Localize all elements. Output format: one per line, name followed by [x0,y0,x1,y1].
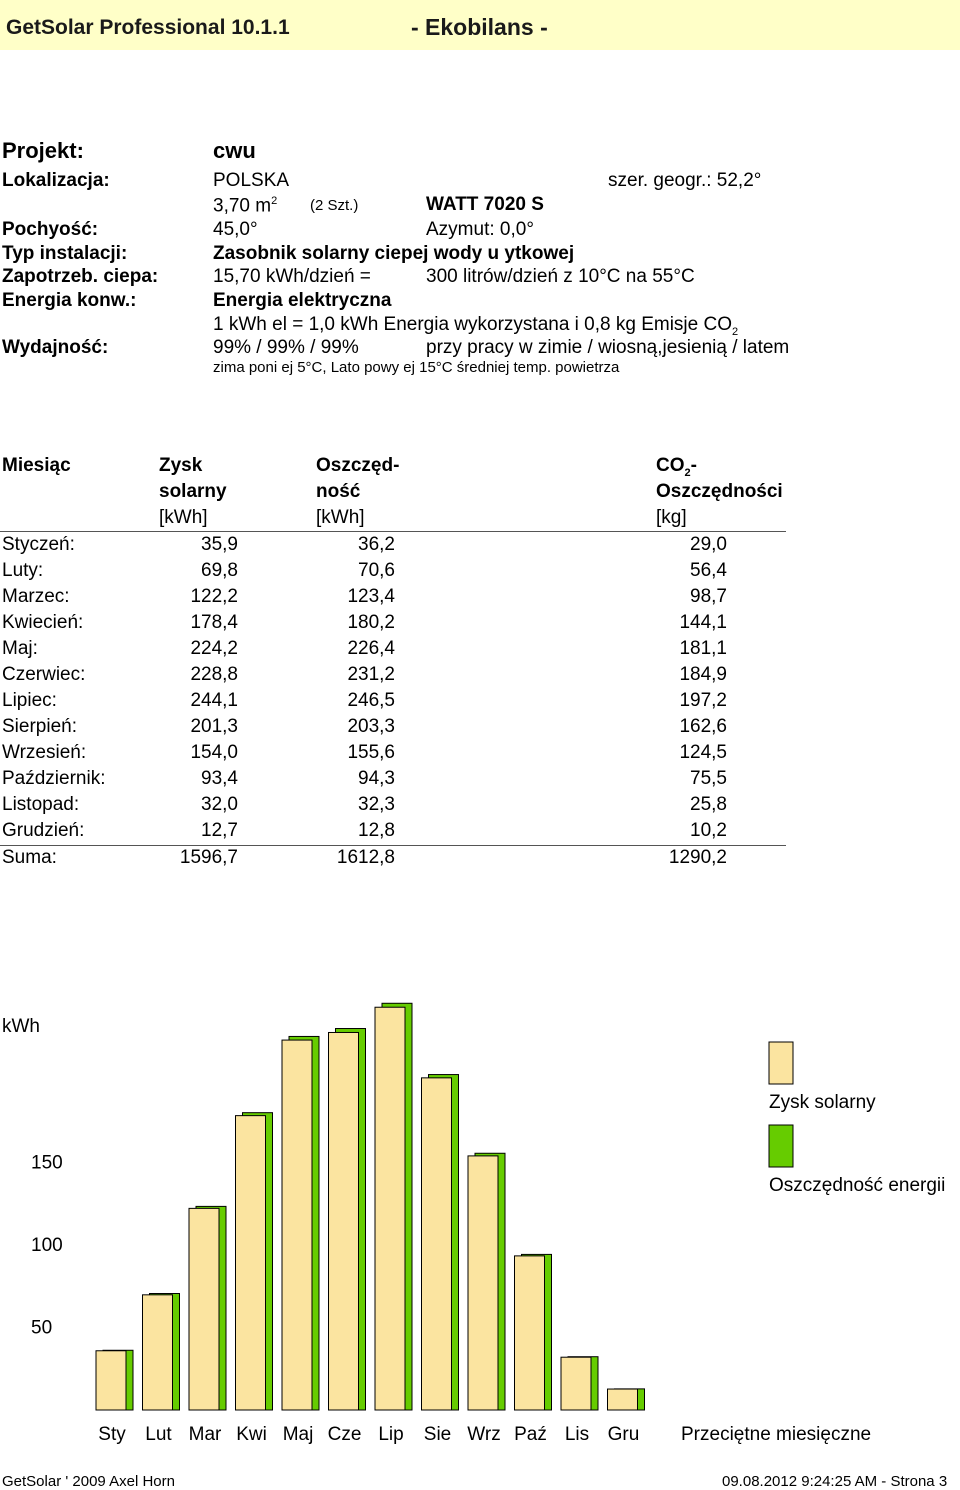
row-saving: 246,5 [347,690,395,711]
legend-label-saving: Oszczędność energii [769,1175,946,1196]
row-gain: 35,9 [201,534,238,555]
monthly-bar-chart [0,990,960,1460]
row-saving: 12,8 [358,820,395,841]
collector-area [213,195,277,217]
bar-gain [561,1357,591,1410]
sum-rule [0,845,786,846]
row-month: Wrzesień: [2,742,87,763]
x-tick-label: Lut [145,1424,172,1445]
row-co2: 56,4 [690,560,727,581]
x-tick-label: Kwi [236,1424,267,1445]
legend-label-gain: Zysk solarny [769,1092,876,1113]
area-exponent: 2 [271,195,278,207]
row-saving: 155,6 [347,742,395,763]
col-month-line1: Miesiąc [2,455,71,476]
sum-co2: 1290,2 [668,847,727,868]
row-co2: 25,8 [690,794,727,815]
sum-label: Suma: [2,847,57,868]
row-month: Grudzień: [2,820,85,841]
bar-gain [329,1032,359,1410]
row-month: Listopad: [2,794,80,815]
demand-detail: 300 litrów/dzień z 10°C na 55°C [426,266,695,287]
sum-gain: 1596,7 [179,847,238,868]
row-gain: 224,2 [190,638,238,659]
row-saving: 180,2 [347,612,395,633]
row-gain: 122,2 [190,586,238,607]
row-gain: 201,3 [190,716,238,737]
col-saving-line3: [kWh] [316,507,365,528]
row-month: Marzec: [2,586,70,607]
row-gain: 154,0 [190,742,238,763]
x-tick-label: Paź [514,1424,547,1445]
y-tick-label: 100 [31,1235,63,1256]
col-co2-line3: [kg] [656,507,687,528]
efficiency-value: 99% / 99% / 99% [213,337,359,358]
row-month: Maj: [2,638,38,659]
x-tick-label: Sty [98,1424,126,1445]
x-axis-label: Przeciętne miesięczne [681,1424,872,1445]
bar-gain [189,1208,219,1410]
col-saving-line1: Oszczęd- [316,455,400,476]
legend-swatch-gain [769,1042,793,1084]
y-tick-label: 50 [31,1317,53,1339]
energy-detail-sub: 2 [732,325,739,338]
install-label: Typ instalacji: [2,243,128,264]
tilt-label: Pochyość: [2,219,99,240]
location-value: POLSKA [213,170,290,191]
x-tick-label: Wrz [467,1424,501,1445]
footer-left: GetSolar ' 2009 Axel Horn [2,1473,175,1490]
row-co2: 162,6 [679,716,727,737]
row-gain: 244,1 [190,690,238,711]
row-month: Luty: [2,560,44,581]
efficiency-note: zima poni ej 5°C, Lato powy ej 15°C średniej temp. powietrza [213,359,620,376]
row-gain: 178,4 [190,612,238,633]
collector-model: WATT 7020 S [426,194,544,215]
col-co2-line1 [656,455,697,479]
row-month: Październik: [2,768,106,789]
app-title: GetSolar Professional 10.1.1 [6,16,290,39]
row-month: Sierpień: [2,716,77,737]
energy-detail-text: 1 kWh el = 1,0 kWh Energia wykorzystana i 0,8 kg Emisje CO [213,314,733,335]
co2-text: CO [656,455,685,476]
demand-label: Zapotrzeb. ciepa: [2,266,159,287]
install-value: Zasobnik solarny ciepej wody u ytkowej [213,243,575,264]
row-co2: 10,2 [690,820,727,841]
col-saving-line2: ność [316,481,361,502]
y-tick-label: 150 [31,1152,63,1174]
area-value: 3,70 m [213,195,272,217]
collector-count: (2 Szt.) [310,197,359,214]
efficiency-label: Wydajność: [2,337,109,358]
legend-swatch-saving [769,1125,793,1167]
location-label: Lokalizacja: [2,170,110,191]
project-label: Projekt: [2,138,84,163]
row-saving: 94,3 [358,768,395,789]
title-bar [0,0,960,50]
row-co2: 197,2 [679,690,727,711]
bar-gain [515,1256,545,1410]
bar-gain [422,1078,452,1410]
row-co2: 98,7 [690,586,727,607]
bar-gain [282,1040,312,1410]
row-month: Lipiec: [2,690,57,711]
bar-gain [143,1295,173,1410]
azimuth: Azymut: 0,0° [426,219,534,240]
row-month: Styczeń: [2,534,75,555]
demand-value: 15,70 kWh/dzień = [213,266,371,287]
bar-gain [96,1351,126,1410]
x-tick-label: Lis [564,1424,590,1445]
efficiency-detail: przy pracy w zimie / wiosną,jesienią / latem [426,337,790,358]
row-gain: 32,0 [201,794,238,815]
x-tick-label: Lip [378,1424,404,1445]
bar-gain [236,1116,266,1410]
col-gain-line1: Zysk [159,455,203,476]
row-co2: 75,5 [690,768,727,789]
row-co2: 29,0 [690,534,727,555]
row-co2: 181,1 [679,638,727,659]
tilt-value: 45,0° [213,219,258,240]
footer-right: 09.08.2012 9:24:25 AM - Strona 3 [722,1473,948,1490]
row-saving: 231,2 [347,664,395,685]
row-gain: 69,8 [201,560,238,581]
row-saving: 32,3 [358,794,395,815]
row-saving: 70,6 [358,560,395,581]
row-co2: 184,9 [679,664,727,685]
row-month: Czerwiec: [2,664,86,685]
x-tick-label: Gru [607,1424,640,1445]
row-co2: 124,5 [679,742,727,763]
section-title: - Ekobilans - [411,14,548,40]
row-saving: 36,2 [358,534,395,555]
col-co2-line2: Oszczędności [656,481,783,502]
x-tick-label: Mar [188,1424,222,1445]
latitude: szer. geogr.: 52,2° [608,170,762,191]
bar-gain [468,1156,498,1410]
bar-gain [608,1389,638,1410]
co2-sub: 2 [684,466,691,479]
row-gain: 228,8 [190,664,238,685]
row-co2: 144,1 [679,612,727,633]
col-gain-line3: [kWh] [159,507,208,528]
project-value: cwu [213,138,256,163]
energy-value: Energia elektryczna [213,290,392,311]
energy-detail [213,314,738,338]
bar-gain [375,1007,405,1410]
row-saving: 123,4 [347,586,395,607]
x-tick-label: Maj [282,1424,314,1445]
row-month: Kwiecień: [2,612,84,633]
col-gain-line2: solarny [159,481,227,502]
header-rule [0,531,786,532]
co2-suffix: - [690,455,697,476]
row-saving: 226,4 [347,638,395,659]
row-gain: 93,4 [201,768,238,789]
sum-saving: 1612,8 [336,847,395,868]
row-saving: 203,3 [347,716,395,737]
energy-label: Energia konw.: [2,290,137,311]
y-axis-label: kWh [2,1016,40,1037]
x-tick-label: Sie [423,1424,452,1445]
x-tick-label: Cze [327,1424,362,1445]
row-gain: 12,7 [201,820,238,841]
